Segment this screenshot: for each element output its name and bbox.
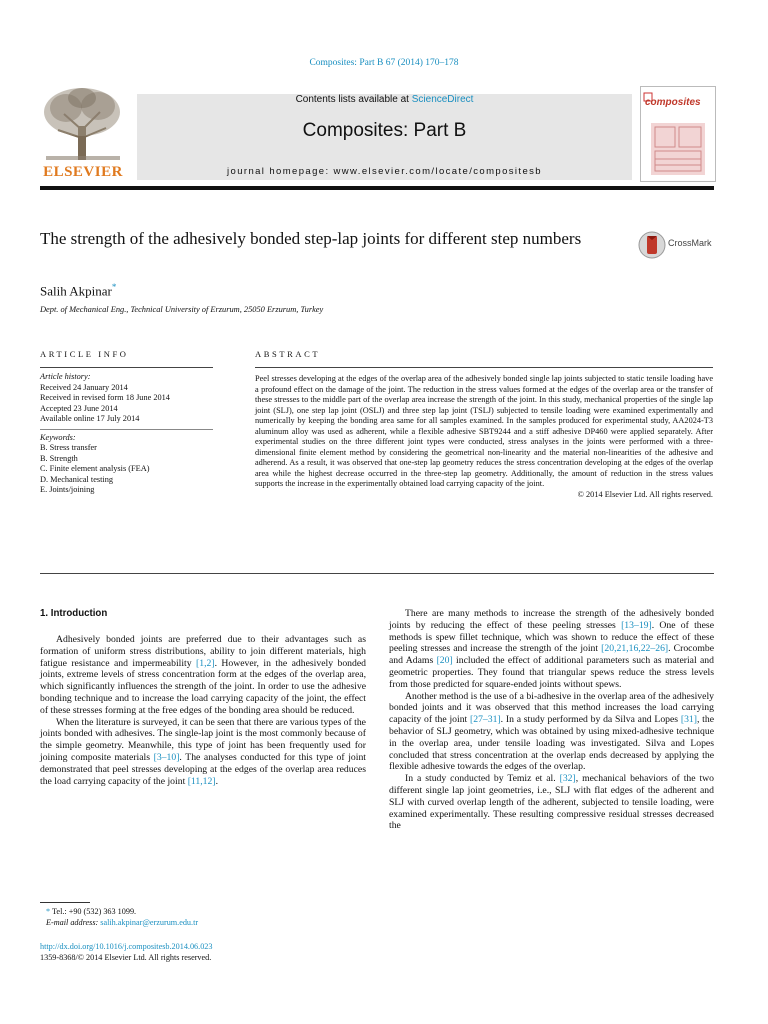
keyword-item: E. Joints/joining	[40, 485, 95, 494]
doi-link[interactable]: http://dx.doi.org/10.1016/j.compositesb.2014.06.023	[40, 942, 213, 951]
cover-image	[651, 123, 705, 175]
abstract-text: Peel stresses developing at the edges of the overlap area of the adhesively bonded single lap joints subjected to static tensile loading have a profound effect on the damage of the joint. The reduction in the stress values formed at the edges of the overlap area or the transfer of these stresses to the middle part of the overlap area increase the strength of the joint. In this study, mechanical properties of the single lap joint (SLJ), one step lap joint (OSLJ) and three step lap joint (TSLJ) subjected to tensile loading were examined experimentally and numerically by keeping the bonding area same for all samples examined. In the samples produced for experimental study, AA2024-T3 aluminum alloy was used as adherent, while a flexible adhesive SBT9244 and a stiff adhesive DP460 were applied separately. After experimental studies on the three different joint types were conducted, stress analyses in the joints were performed with a three-dimensional finite element method by considering the geometrical non-linearity and the material non-linearities of the adhesive and adherend. As a result, it was observed that one-step lap geometry reduces the stress concentration developing at the edges of the overlap area while the highest decrease occurred in the three-step lap geometry. Additionally, the amount of reduction in the stress values supports the increase in the experimentally obtained load carrying capacity of the joint.	[255, 374, 713, 488]
article-info-rule	[40, 367, 213, 368]
journal-citation[interactable]: Composites: Part B 67 (2014) 170–178	[309, 58, 459, 68]
doi-block	[40, 941, 212, 963]
footnote-tel: * Tel.: +90 (532) 363 1099.	[46, 907, 137, 916]
reference-link[interactable]: [20,21,16,22–26]	[601, 643, 669, 655]
text-run: , the behavior of SLJ geometry, which was obtained by using mixed-adhesive technique in the overlap area, under tensile loading was investigated. Silva and Lopes concluded that stress concentration at the overlap ends decreased by applying the flexible adhesive towards the edges of the overlap.	[389, 714, 715, 773]
keyword-item: B. Strength	[40, 453, 78, 463]
text-run: . However, in the adhesively bonded joints, extreme levels of stress concentration form at the edges of the overlap area, which significantly influences the strength of the joint. In order to use the adhesive bonding technique and to increase the load carrying capacity of the joint, the effect of these stresses forming at the free edges of the bonding area should be reduced.	[40, 657, 367, 716]
journal-homepage[interactable]: journal homepage: www.elsevier.com/locate/compositesb	[227, 166, 542, 177]
text-run: .	[215, 775, 218, 787]
publisher-name: ELSEVIER	[43, 164, 123, 180]
reference-link[interactable]: [20]	[436, 655, 453, 667]
text-run: , mechanical behaviors of the two different single lap joint geometries, i.e., SLJ with flat edges of the adherent and SLJ with curved overlap length of the adherent, subjected to tensile loading, were examined experimentally. These resulting compressive residual stresses decreased the	[389, 773, 715, 832]
history-item: Received 24 January 2014	[40, 382, 128, 392]
keyword-item: B. Stress transfer	[40, 443, 97, 452]
text-run: There are many methods to increase the strength of the adhesively bonded joints by reducing the effect of these peeling stresses	[389, 608, 714, 631]
abstract-body	[255, 374, 713, 500]
text-run: . The analyses conducted for this type of joint demonstrated that peel stresses developing at the edges of the overlap area reduces the load carrying capacity of the joint	[40, 751, 366, 787]
footnote	[46, 906, 198, 928]
footnote-email	[46, 917, 198, 928]
left-column-body	[40, 634, 366, 787]
issn-line: 1359-8368/© 2014 Elsevier Ltd. All rights reserved.	[40, 953, 212, 962]
abstract-bottom-rule	[40, 573, 714, 574]
keywords-rule	[40, 429, 213, 430]
reference-link[interactable]: [31]	[680, 714, 697, 726]
abstract-rule	[255, 367, 713, 368]
contents-line	[137, 94, 632, 105]
contents-prefix: Contents lists available at	[295, 94, 412, 105]
reference-link[interactable]: [3–10]	[153, 751, 180, 763]
history-label: Article history:	[40, 372, 91, 381]
article-info-heading: ARTICLE INFO	[40, 349, 129, 359]
abstract-heading: ABSTRACT	[255, 349, 321, 359]
section-title: 1. Introduction	[40, 608, 108, 619]
history-item: Accepted 23 June 2014	[40, 403, 118, 413]
cover-title: composites	[645, 97, 701, 108]
reference-link[interactable]: [27–31]	[470, 714, 501, 726]
journal-cover	[640, 86, 716, 182]
text-run: Adhesively bonded joints are preferred due to their advantages such as formation of uniform stress distributions, ability to join different materials, high fatigue resistance and impermeability	[40, 634, 366, 669]
text-run: included the effect of additional parameters such as material and geometric properties. They found that triangular spews reduce the stress levels from those predicted for square-ended joints without spews.	[389, 655, 714, 690]
history-item: Received in revised form 18 June 2014	[40, 393, 170, 402]
header-rule	[40, 186, 714, 190]
abstract-copyright: © 2014 Elsevier Ltd. All rights reserved.	[577, 489, 713, 499]
email-label: E-mail address:	[46, 918, 99, 927]
text-run: . In a study performed by da Silva and Lopes	[500, 714, 681, 726]
article-info	[40, 372, 213, 496]
article-title: The strength of the adhesively bonded step-lap joints for different step numbers	[40, 229, 582, 248]
keyword-item: D. Mechanical testing	[40, 474, 114, 484]
journal-title: Composites: Part B	[302, 120, 467, 141]
paragraph	[389, 773, 714, 832]
author-name: Salih Akpinar	[40, 283, 112, 299]
paragraph	[389, 691, 714, 774]
author-line	[40, 282, 116, 299]
keyword-item: C. Finite element analysis (FEA)	[40, 464, 150, 473]
text-run: Another method is the use of a bi-adhesive in the overlap area of the adhesively bonded joints and it was observed that this method increases the load carrying capacity of the joint	[389, 690, 714, 726]
paragraph	[40, 717, 366, 788]
footnote-rule	[40, 902, 90, 903]
tel-text: Tel.: +90 (532) 363 1099.	[52, 907, 137, 916]
email-link[interactable]: salih.akpinar@erzurum.edu.tr	[100, 918, 199, 927]
author-footnote-mark[interactable]: *	[111, 282, 117, 292]
reference-link[interactable]: [11,12]	[187, 775, 216, 787]
crossmark-icon	[638, 230, 666, 260]
text-run: . Crocombe and Adams	[389, 643, 714, 667]
affiliation: Dept. of Mechanical Eng., Technical University of Erzurum, 25050 Erzurum, Turkey	[40, 305, 324, 314]
text-run: When the literature is surveyed, it can be seen that there are various types of the joints bonded with adhesives. The single-lap joint is the most commonly because of the simple geometry. Meanwhile, this type of joint has been frequently used for joining composite materials	[40, 716, 366, 763]
reference-link[interactable]: [13–19]	[621, 619, 652, 631]
crossmark-badge[interactable]	[638, 228, 718, 262]
text-run: . One of these methods is spew fillet technique, which was shown to reduce the effect of these peeling stresses and increase the strength of the joint	[389, 619, 714, 655]
right-column-body	[389, 608, 714, 832]
reference-link[interactable]: [32]	[559, 773, 576, 785]
keywords-label: Keywords:	[40, 432, 76, 442]
paragraph	[40, 634, 366, 717]
history-item: Available online 17 July 2014	[40, 414, 140, 423]
crossmark-label: CrossMark	[668, 238, 712, 248]
paragraph	[389, 608, 714, 691]
sciencedirect-link[interactable]: ScienceDirect	[411, 94, 474, 105]
text-run: In a study conducted by Temiz et al.	[405, 773, 560, 785]
reference-link[interactable]: [1,2]	[196, 657, 215, 669]
